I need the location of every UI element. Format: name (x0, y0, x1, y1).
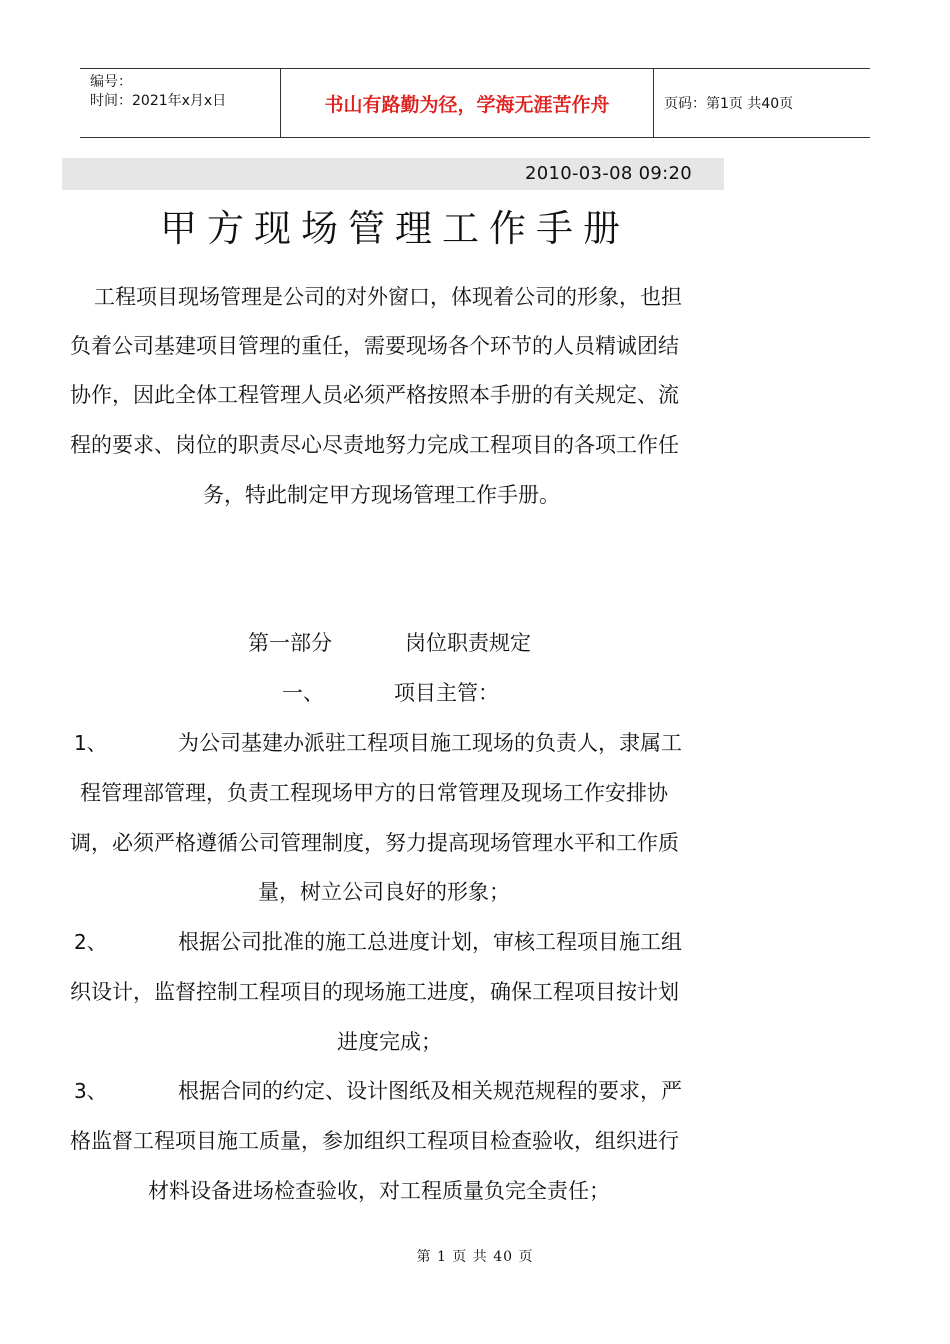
document-header (80, 68, 870, 138)
item-number: 2、 (74, 930, 107, 954)
page-footer: 第 1 页 共 40 页 (416, 1249, 534, 1265)
header-motto: 书山有路勤为径，学海无涯苦作舟 (281, 69, 654, 137)
intro-line: 程的要求、岗位的职责尽心尽责地努力完成工程项目的各项工作任 (70, 433, 679, 457)
item-line: 程管理部管理，负责工程现场甲方的日常管理及现场工作安排协 (80, 781, 668, 805)
item-line: 织设计，监督控制工程项目的现场施工进度，确保工程项目按计划 (70, 980, 679, 1004)
item-line: 根据公司批准的施工总进度计划，审核工程项目施工组 (178, 930, 682, 954)
section-name: 项目主管： (394, 681, 499, 705)
part-name: 岗位职责规定 (405, 631, 531, 655)
item-line: 进度完成； (337, 1030, 442, 1054)
date-stamp: 2010-03-08 09:20 (62, 158, 724, 190)
intro-line: 务，特此制定甲方现场管理工作手册。 (203, 483, 560, 507)
item-line: 量，树立公司良好的形象； (258, 880, 510, 904)
item-line: 材料设备进场检查验收，对工程质量负完全责任； (148, 1179, 610, 1203)
item-line: 调，必须严格遵循公司管理制度，努力提高现场管理水平和工作质 (70, 831, 679, 855)
item-number: 3、 (74, 1079, 107, 1103)
item-line: 为公司基建办派驻工程项目施工现场的负责人，隶属工 (178, 731, 682, 755)
intro-line: 工程项目现场管理是公司的对外窗口，体现着公司的形象，也担 (94, 285, 682, 309)
item-number: 1、 (74, 731, 107, 755)
part-label: 第一部分 (248, 631, 332, 655)
code-label: 编号： (90, 74, 132, 90)
header-page-info: 页码：第1页 共40页 (664, 96, 794, 112)
header-meta (80, 69, 281, 137)
item-line: 根据合同的约定、设计图纸及相关规范规程的要求，严 (178, 1079, 682, 1103)
document-title: 甲方现场管理工作手册 (160, 207, 630, 250)
time-label: 时间：2021年x月x日 (90, 93, 227, 109)
intro-line: 负着公司基建项目管理的重任，需要现场各个环节的人员精诚团结 (70, 334, 679, 358)
intro-line: 协作，因此全体工程管理人员必须严格按照本手册的有关规定、流 (70, 383, 679, 407)
section-label: 一、 (282, 681, 324, 705)
item-line: 格监督工程项目施工质量，参加组织工程项目检查验收，组织进行 (70, 1129, 679, 1153)
